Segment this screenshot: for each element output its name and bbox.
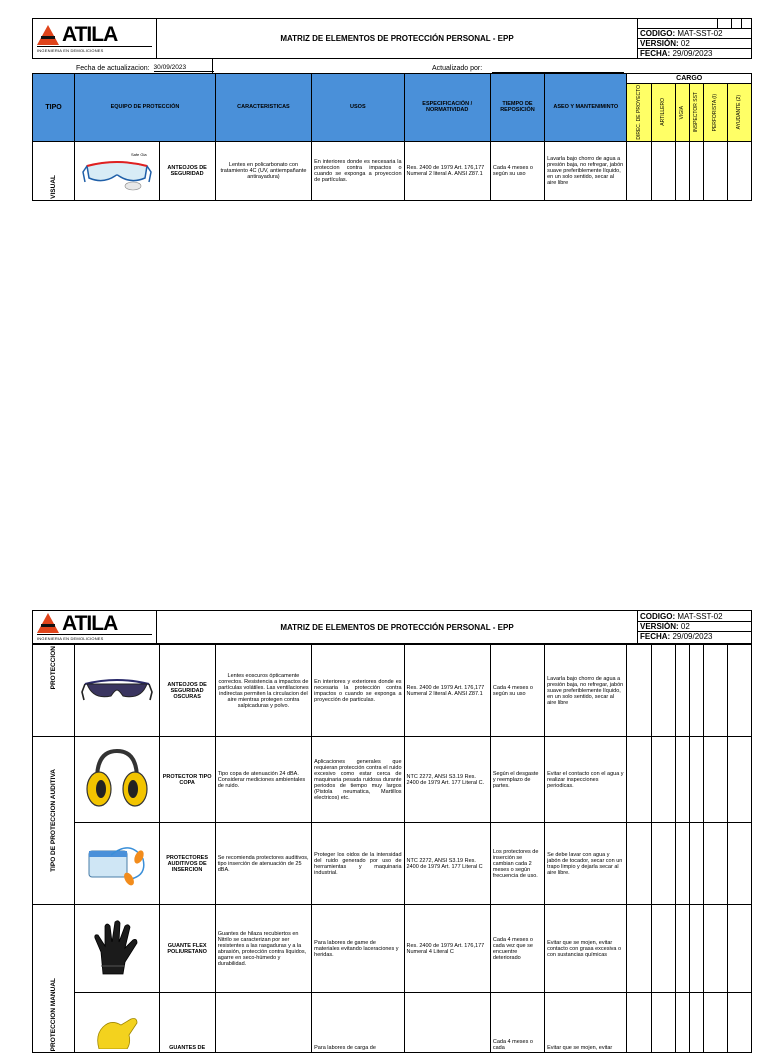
safety-glasses-icon — [81, 148, 153, 194]
fecha-field-2: FECHA: 29/09/2023 — [640, 632, 713, 641]
row-especificacion: Res. 2400 de 1979 Art. 176,177 Numeral 2 literal A. ANSI Z87.1 — [404, 141, 490, 200]
col-especificacion: ESPECIFICACIÓN / NORMATIVIDAD — [404, 74, 490, 142]
group-manual: PROTECCION MANUAL — [33, 905, 75, 1053]
earplug-icon — [81, 835, 153, 891]
black-glove-image — [75, 905, 159, 993]
row-aseo: Lavarla bajo chorro de agua a presión baja, no refregar, jabón suave preferiblemente líquido, en un solo sentido, secar al aire libre — [545, 645, 627, 737]
version-field: VERSIÓN: 02 — [638, 39, 752, 49]
row-aseo: Evitar que se mojen, evitar — [545, 993, 627, 1053]
row-caracteristicas: Lentes eoscuros ópticamente correctos. Resistencia a impactos de partículas volátiles. Las ventilaciones indirectas permiten la circulacion del aire mientras protegen contra salpicaduras y polvo. — [215, 645, 311, 737]
logo-text: ATILA — [62, 23, 118, 46]
version-field-2: VERSIÓN: 02 — [638, 622, 751, 632]
row-tiempo: Cada 4 meses o según su uso — [490, 645, 544, 737]
table-row — [33, 993, 752, 1053]
codigo-field-2: CODIGO: MAT-SST-02 — [638, 612, 751, 622]
row-especificacion — [404, 993, 490, 1053]
logo-2: ATILA INGENIERIA EN DEMOLICIONES — [33, 611, 157, 644]
row-name: GUANTES DE — [159, 993, 215, 1053]
earmuff-image — [75, 737, 159, 823]
dark-glasses-image — [75, 645, 159, 737]
row-usos: Para labores de game de materiales evitando laceraciones y heridas. — [312, 905, 404, 993]
row-aseo: Se debe lavar con agua y jabón de tocador, secar con un trapo limpio y dejarla secar al aire libre. — [545, 823, 627, 905]
cargo-ayudante: AYUDANTE (2) — [727, 84, 751, 142]
sheet-page-1 — [32, 18, 752, 201]
black-glove-icon — [81, 918, 153, 978]
earmuff-icon — [81, 747, 153, 811]
row-caracteristicas: Tipo copa de atenuación 24 dBA. Considerar mediciones ambientales de ruido. — [215, 737, 311, 823]
logo — [33, 19, 157, 59]
header-table-2 — [32, 610, 752, 644]
row-especificacion: Res. 2400 de 1979 Art. 176,177 Numeral 4 Literal C — [404, 905, 490, 993]
row-caracteristicas: Lentes en policarbonato con tratamiento 4C (UV, antiempañante antirayadura) — [215, 141, 311, 200]
cargo-inspector-sst: INSPECTOR SST — [689, 84, 703, 142]
row-tiempo: Cada 4 meses o según su uso — [490, 141, 544, 200]
row-tiempo: Según el desgaste y reemplazo de partes. — [490, 737, 544, 823]
row-tipo: VISUAL — [33, 141, 75, 200]
logo-triangle-icon — [37, 25, 59, 45]
row-aseo: Lavarla bajo chorro de agua a presión baja, no refregar, jabón suave preferiblemente líquido, en un solo sentido, secar al aire libre — [545, 141, 627, 200]
col-usos: USOS — [312, 74, 404, 142]
yellow-glove-icon — [81, 1015, 153, 1049]
group-auditiva: TIPO DE PROTECCION AUDITIVA — [33, 737, 75, 905]
row-name: ANTEOJOS DE SEGURIDAD OSCURAS — [159, 645, 215, 737]
col-tiempo: TIEMPO DE REPOSICIÓN — [490, 74, 544, 142]
group-proteccion: PROTECCION — [33, 645, 75, 737]
row-name: ANTEOJOS DE SEGURIDAD — [159, 141, 215, 200]
table-row — [33, 141, 752, 200]
actualizado-por-label: Actualizado por: — [432, 65, 483, 72]
row-tiempo: Cada 4 meses o cada — [490, 993, 544, 1053]
row-usos: En interiores donde es necesaria la proteccion contra impactos o cuando se exponga a proyeccion de partículas. — [312, 141, 404, 200]
row-name: GUANTE FLEX POLIURETANO — [159, 905, 215, 993]
cargo-artillero: ARTILLERO — [651, 84, 675, 142]
row-usos: Aplicaciones generales que requieran protección contra el ruido excesivo como estar cerca de maquinaria pesada ruidosa durante periodos de tiempo muy largos (Pistola neumatica, Martillos electricos) etc. — [312, 737, 404, 823]
row-especificacion: NTC 2272, ANSI S3.19 Res. 2400 de 1979 Art. 177 Literal C — [404, 823, 490, 905]
row-aseo: Evitar el contacto con el agua y realizar inspecciones periodicas. — [545, 737, 627, 823]
page-title-2: MATRIZ DE ELEMENTOS DE PROTECCIÓN PERSONAL - EPP — [157, 611, 638, 644]
actualizado-por-line — [492, 72, 624, 73]
row-especificacion: Res. 2400 de 1979 Art. 176,177 Numeral 2 literal A. ANSI Z87.1 — [404, 645, 490, 737]
table-row — [33, 905, 752, 993]
row-caracteristicas: Guantes de hilaza recubiertos en Nitrilo se caracterizan por ser resistentes a las rasgaduras y a la abrasión, protección contra líquidos, agarre en seco-húmedo y durabilidad. — [215, 905, 311, 993]
row-name: PROTECTORES AUDITIVOS DE INSERCION — [159, 823, 215, 905]
table-row — [33, 645, 752, 737]
col-cargo: CARGO — [627, 74, 752, 84]
cargo-vigia: VIGIA — [675, 84, 689, 142]
yellow-glove-image — [75, 993, 159, 1053]
codigo-field: CODIGO: MAT-SST-02 — [638, 29, 752, 39]
table-row — [33, 737, 752, 823]
page-title: MATRIZ DE ELEMENTOS DE PROTECCIÓN PERSONAL - EPP — [157, 19, 638, 59]
row-caracteristicas: Se recomienda protectores auditivos, tipo inserción de atenuación de 25 dBA. — [215, 823, 311, 905]
row-tiempo: Los protectores de inserción se cambian cada 2 meses o según frecuencia de uso. — [490, 823, 544, 905]
earplug-image — [75, 823, 159, 905]
sheet-page-2 — [32, 610, 752, 1053]
fecha-actualizacion-label: Fecha de actualizacion: — [76, 65, 150, 72]
header-table — [32, 18, 752, 59]
row-usos: En interiores y exteriores donde es necesaria la protección contra impactos o cuando se exponga a proyección de particulas. — [312, 645, 404, 737]
col-tipo: TIPO — [33, 74, 75, 142]
col-caracteristicas: CARACTERISTICAS — [215, 74, 311, 142]
col-aseo: ASEO Y MANTENIMINTO — [545, 74, 627, 142]
goggles-image — [75, 141, 159, 200]
col-equipo: EQUIPO DE PROTECCIÓN — [75, 74, 216, 142]
epp-matrix-table — [32, 73, 752, 201]
meta-row — [32, 59, 752, 73]
row-tiempo: Cada 4 meses o cada vez que se encuentre deteriorado — [490, 905, 544, 993]
table-row — [33, 823, 752, 905]
fecha-actualizacion-value: 30/09/2023 — [154, 64, 214, 72]
row-caracteristicas — [215, 993, 311, 1053]
row-aseo: Evitar que se mojen, evitar contacto con grasa excesiva o con sustancias químicas — [545, 905, 627, 993]
svg-text:Safe Gia: Safe Gia — [130, 151, 147, 157]
row-name: PROTECTOR TIPO COPA — [159, 737, 215, 823]
cargo-direc-proyecto: DIREC. DE PROYECTO — [627, 84, 651, 142]
row-usos: Para labores de carga de — [312, 993, 404, 1053]
logo-subtitle: INGENIERIA EN DEMOLICIONES — [37, 46, 152, 53]
epp-matrix-table-2 — [32, 644, 752, 1053]
logo-triangle-icon — [37, 613, 59, 633]
row-especificacion: NTC 2272, ANSI S3.19 Res. 2400 de 1979 Art. 177 Literal C. — [404, 737, 490, 823]
fecha-field: FECHA: 29/09/2023 — [638, 49, 752, 59]
dark-safety-glasses-icon — [81, 670, 153, 710]
row-usos: Proteger los oidos de la intensidad del ruido generado por uso de herramientas y maquinaria industrial. — [312, 823, 404, 905]
cargo-perforista: PERFORISTA (I) — [703, 84, 727, 142]
